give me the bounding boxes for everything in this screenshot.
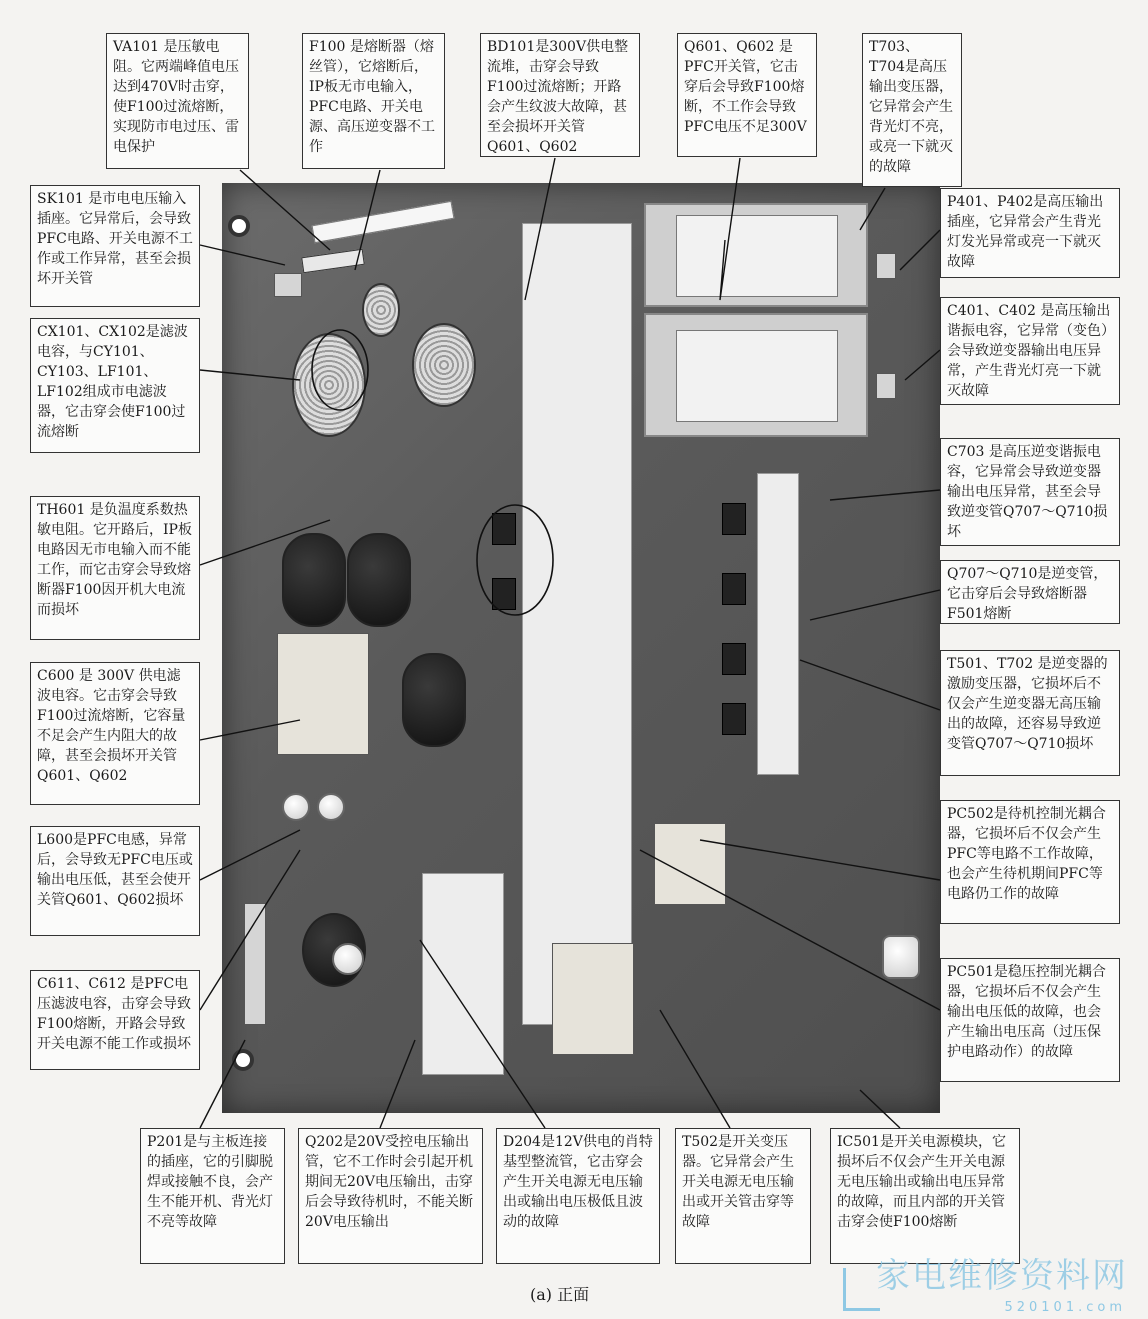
leader-sk101 <box>200 245 285 265</box>
callout-text: VA101 是压敏电阻。它两端峰值电压达到470V时击穿，使F100过流熔断，实现防市电过压、雷电保护 <box>113 39 239 155</box>
callout-text: Q202是20V受控电压输出管，它不工作时会引起开机期间无20V电压输出，击穿后会导致待机时，不能关断20V电压输出 <box>305 1134 473 1230</box>
callout-text: SK101 是市电电压输入插座。它异常后，会导致PFC电路、开关电源不工作或工作异常，甚至会损坏开关管 <box>37 191 193 287</box>
watermark-logo-icon <box>843 1268 880 1311</box>
callout-text: PC502是待机控制光耦合器，它损坏后不仅会产生PFC等电路不工作故障，也会产生待机期间PFC等电路仍工作的故障 <box>947 806 1106 902</box>
callout-text: Q707～Q710是逆变管，它击穿后会导致熔断器F501熔断 <box>947 566 1108 622</box>
callout-pc502 <box>940 800 1120 924</box>
callout-text: T703、T704是高压输出变压器，它异常会产生背光灯不亮，或亮一下就灭的故障 <box>869 39 953 175</box>
leader-c401 <box>905 350 940 380</box>
watermark-text: 家电维修资料网 <box>876 1256 1128 1296</box>
callout-t501 <box>940 650 1120 776</box>
callout-text: T501、T702 是逆变器的激励变压器，它损坏后不仅会产生逆变器无高压输出的故障，还容易导致逆变管Q707～Q710损坏 <box>947 656 1108 752</box>
watermark-url: 520101.com <box>1004 1300 1126 1315</box>
leader-ic501 <box>860 1090 900 1128</box>
highlight-ellipse-coil <box>312 330 368 410</box>
leader-c600 <box>200 720 300 740</box>
leader-c611 <box>200 850 300 1010</box>
leader-t502 <box>660 1010 730 1128</box>
callout-sk101 <box>30 185 200 307</box>
leader-t703 <box>860 188 885 230</box>
callout-q601 <box>677 33 817 157</box>
callout-va101 <box>106 33 249 169</box>
leader-bd101 <box>525 158 555 300</box>
callout-c600 <box>30 662 200 805</box>
leader-q202 <box>380 1040 415 1128</box>
callout-bd101 <box>480 33 640 157</box>
leader-c703 <box>830 490 940 500</box>
callout-pc501 <box>940 958 1120 1082</box>
callout-text: C401、C402 是高压输出谐振电容，它异常（变色）会导致逆变器输出电压异常，产生背光灯亮一下就灭故障 <box>947 303 1111 399</box>
leader-d204 <box>420 940 545 1128</box>
leader-l600 <box>200 830 300 880</box>
leader-p401 <box>900 230 940 270</box>
leader-p201 <box>200 1040 245 1128</box>
leader-q707 <box>810 590 940 620</box>
callout-t703 <box>862 33 962 187</box>
leader-pc502 <box>700 840 940 880</box>
callout-text: T502是开关变压器。它异常会产生开关电源无电压输出或开关管击穿等故障 <box>682 1134 794 1230</box>
callout-text: CX101、CX102是滤波电容，与CY101、CY103、LF101、LF102组成市电滤波器，它击穿会使F100过流熔断 <box>37 324 188 440</box>
callout-text: L600是PFC电感，异常后，会导致无PFC电压或输出电压低，甚至会使开关管Q601、Q602损坏 <box>37 832 193 908</box>
callout-t502 <box>675 1128 811 1264</box>
callout-p401 <box>940 188 1120 278</box>
callout-text: Q601、Q602 是PFC开关管，它击穿后会导致F100熔断，不工作会导致PFC电压不足300V <box>684 39 807 135</box>
leader-pc501 <box>640 850 940 1010</box>
callout-q707 <box>940 560 1120 624</box>
leader-cx101 <box>200 370 300 380</box>
callout-c703 <box>940 438 1120 546</box>
figure-caption: (a) 正面 <box>530 1285 590 1304</box>
callout-text: D204是12V供电的肖特基型整流管，它击穿会产生开关电源无电压输出或输出电压极低且波动的故障 <box>503 1134 653 1230</box>
callout-text: C611、C612 是PFC电压滤波电容，击穿会导致F100熔断，开路会导致开关电源不能工作或损坏 <box>37 976 191 1052</box>
callout-text: C703 是高压逆变谐振电容，它异常会导致逆变器输出电压异常，甚至会导致逆变管Q707～Q710损坏 <box>947 444 1108 540</box>
callout-d204 <box>496 1128 660 1264</box>
callout-cx101 <box>30 318 200 453</box>
callout-text: P201是与主板连接的插座，它的引脚脱焊或接触不良，会产生不能开机、背光灯不亮等故障 <box>147 1134 273 1230</box>
callout-q202 <box>298 1128 483 1264</box>
leader-va101 <box>240 170 330 250</box>
highlight-ellipse-q601 <box>477 505 553 615</box>
callout-text: PC501是稳压控制光耦合器，它损坏后不仅会产生输出电压低的故障，也会产生输出电压高（过压保护电路动作）的故障 <box>947 964 1106 1060</box>
callout-text: C600 是 300V 供电滤波电容。它击穿会导致F100过流熔断，它容量不足会产生内阻大的故障，甚至会损坏开关管Q601、Q602 <box>37 668 186 784</box>
callout-text: IC501是开关电源模块，它损坏后不仅会产生开关电源无电压输出或输出电压异常的故障，而且内部的开关管击穿会使F100熔断 <box>837 1134 1006 1230</box>
leader-q601 <box>720 158 740 300</box>
leader-t501 <box>800 660 940 710</box>
callout-c401 <box>940 297 1120 405</box>
leader-th601 <box>200 520 330 565</box>
callout-text: P401、P402是高压输出插座，它异常会产生背光灯发光异常或亮一下就灭故障 <box>947 194 1104 270</box>
callout-th601 <box>30 496 200 640</box>
callout-ic501 <box>830 1128 1020 1264</box>
callout-p201 <box>140 1128 285 1264</box>
callout-text: TH601 是负温度系数热敏电阻。它开路后，IP板电路因无市电输入而不能工作，而它击穿会导致熔断器F100因开机大电流而损坏 <box>37 502 192 618</box>
leader-f100 <box>355 170 380 270</box>
callout-l600 <box>30 826 200 936</box>
callout-text: F100 是熔断器（熔丝管），它熔断后，IP板无市电输入，PFC电路、开关电源、高压逆变器不工作 <box>309 39 435 155</box>
callout-c611 <box>30 970 200 1070</box>
callout-f100 <box>302 33 445 169</box>
callout-text: BD101是300V供电整流堆，击穿会导致F100过流熔断；开路会产生纹波大故障，甚至会损坏开关管Q601、Q602 <box>487 39 629 155</box>
